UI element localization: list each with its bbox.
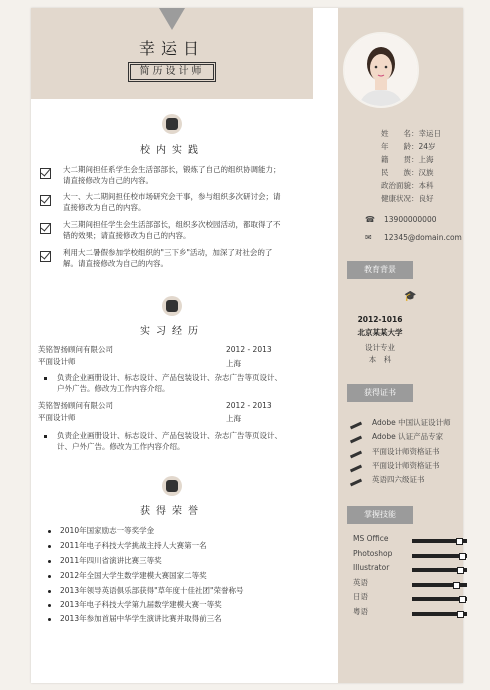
honor-item: 2010年国家励志一等奖学金 (60, 526, 155, 535)
graduation-cap-icon: 🎓 (404, 291, 417, 302)
skill-level-bar (412, 568, 467, 572)
job-role: 平面设计师 (38, 413, 76, 422)
profile-photo (343, 32, 419, 108)
cert-item: Adobe 中国认证设计师 (372, 418, 451, 427)
skills-title: 掌握技能 (347, 506, 413, 524)
mail-icon: ✉ (365, 233, 372, 242)
job-date: 2012 - 2013 (226, 401, 272, 410)
internship-section-title: 实习经历 (140, 326, 204, 337)
job-company: 芙铭智扬顾问有限公司 (38, 345, 113, 354)
skill-level-knob (453, 582, 460, 589)
skill-level-knob (457, 611, 464, 618)
info-row: 政治面貌：本科 (381, 181, 434, 190)
honor-item: 2011年四川省演讲比赛三等奖 (60, 556, 162, 565)
check-icon (40, 223, 51, 234)
skill-name: Photoshop (353, 548, 393, 558)
campus-item: 利用大二暑假参加学校组织的"三下乡"活动，加深了对社会的了 解。请直接修改为自己的内容。 (63, 248, 273, 268)
skill-level-bar (412, 554, 467, 558)
bullet (48, 575, 51, 578)
bullet (44, 377, 47, 380)
bullet (48, 560, 51, 563)
email-address: 12345@domain.com (384, 233, 462, 242)
bullet (48, 618, 51, 621)
job-desc: 负责企业画册设计、标志设计、产品包装设计、杂志广告等页设计、 户外广告。修改为工作内容介绍。 (57, 373, 282, 393)
education-period: 2012-1016 (357, 315, 403, 324)
skill-level-bar (412, 612, 467, 616)
cert-item: 平面设计师资格证书 (372, 447, 440, 456)
info-row: 籍 贯：上海 (381, 155, 434, 164)
skill-level-bar (412, 539, 467, 543)
check-icon (40, 168, 51, 179)
education-school: 北京某某大学 (357, 328, 403, 337)
job-role: 平面设计师 (38, 357, 76, 366)
info-row: 姓 名：幸运日 (381, 129, 441, 138)
bullet (44, 435, 47, 438)
job-city: 上海 (226, 359, 241, 368)
job-company: 芙铭智扬顾问有限公司 (38, 401, 113, 410)
job-desc: 负责企业画册设计、标志设计、产品包装设计、杂志广告等页设计、 计、户外广告。修改为工作内容介绍。 (57, 431, 282, 451)
internship-section-icon (162, 296, 182, 316)
bullet (48, 604, 51, 607)
resume-subtitle: 简历设计师 (130, 64, 214, 80)
bullet (48, 545, 51, 548)
cert-item: Adobe 认证产品专家 (372, 432, 444, 441)
skill-level-knob (456, 538, 463, 545)
honor-item: 2013年领导英语俱乐部获得"草年度十佳社团"荣誉称号 (60, 586, 244, 595)
skill-level-bar (412, 583, 467, 587)
skill-level-knob (459, 596, 466, 603)
skill-name: 英语 (353, 577, 368, 587)
check-icon (40, 195, 51, 206)
honor-item: 2013年参加首届中华学生演讲比赛并取得前三名 (60, 614, 222, 623)
skill-name: 粤语 (353, 606, 368, 616)
phone-number: 13900000000 (384, 215, 437, 224)
education-degree: 本 科 (368, 355, 392, 364)
honors-section-title: 获得荣誉 (140, 506, 204, 517)
certs-title: 获得证书 (347, 384, 413, 402)
skill-name: 日语 (353, 592, 368, 601)
info-row: 健康状况：良好 (381, 194, 434, 203)
education-major: 设计专业 (365, 343, 395, 352)
avatar-illustration (345, 34, 417, 106)
cert-item: 英语四六级证书 (372, 475, 425, 484)
skill-level-bar (412, 597, 467, 601)
triangle-decoration (159, 8, 185, 30)
skill-level-knob (459, 553, 466, 560)
campus-item: 大一、大二期间担任校市场研究会干事，参与组织多次研讨会；请 直接修改为自己的内容。 (63, 192, 281, 212)
candidate-name: 幸运日 (138, 39, 205, 58)
honors-section-icon (162, 476, 182, 496)
info-row: 民 族：汉族 (381, 168, 434, 177)
education-title: 教育背景 (347, 261, 413, 279)
phone-icon: ☎ (365, 215, 375, 224)
skill-name: MS Office (353, 534, 389, 543)
info-row: 年 龄：24岁 (381, 142, 436, 151)
bullet (48, 590, 51, 593)
campus-section-title: 校内实践 (140, 145, 204, 156)
honor-item: 2012年全国大学生数学建模大赛国家二等奖 (60, 571, 207, 580)
honor-item: 2011年电子科技大学挑战主持人大赛第一名 (60, 541, 207, 550)
skill-name: Illustrator (353, 563, 390, 572)
job-city: 上海 (226, 414, 241, 423)
campus-item: 大三期间担任学生会生活部部长，组织多次校园活动，都取得了不 错的效果；请直接修改为自己的内容。 (63, 220, 281, 240)
cert-item: 平面设计师资格证书 (372, 461, 440, 470)
honor-item: 2013年电子科技大学第九届数学建模大赛一等奖 (60, 600, 222, 609)
header-banner (31, 8, 313, 99)
skill-level-knob (457, 567, 464, 574)
campus-section-icon (162, 114, 182, 134)
check-icon (40, 251, 51, 262)
campus-item: 大二期间担任系学生会生活部部长，锻炼了自己的组织协调能力； 请直接修改为自己的内容。 (63, 165, 281, 185)
job-date: 2012 - 2013 (226, 345, 272, 354)
bullet (48, 530, 51, 533)
